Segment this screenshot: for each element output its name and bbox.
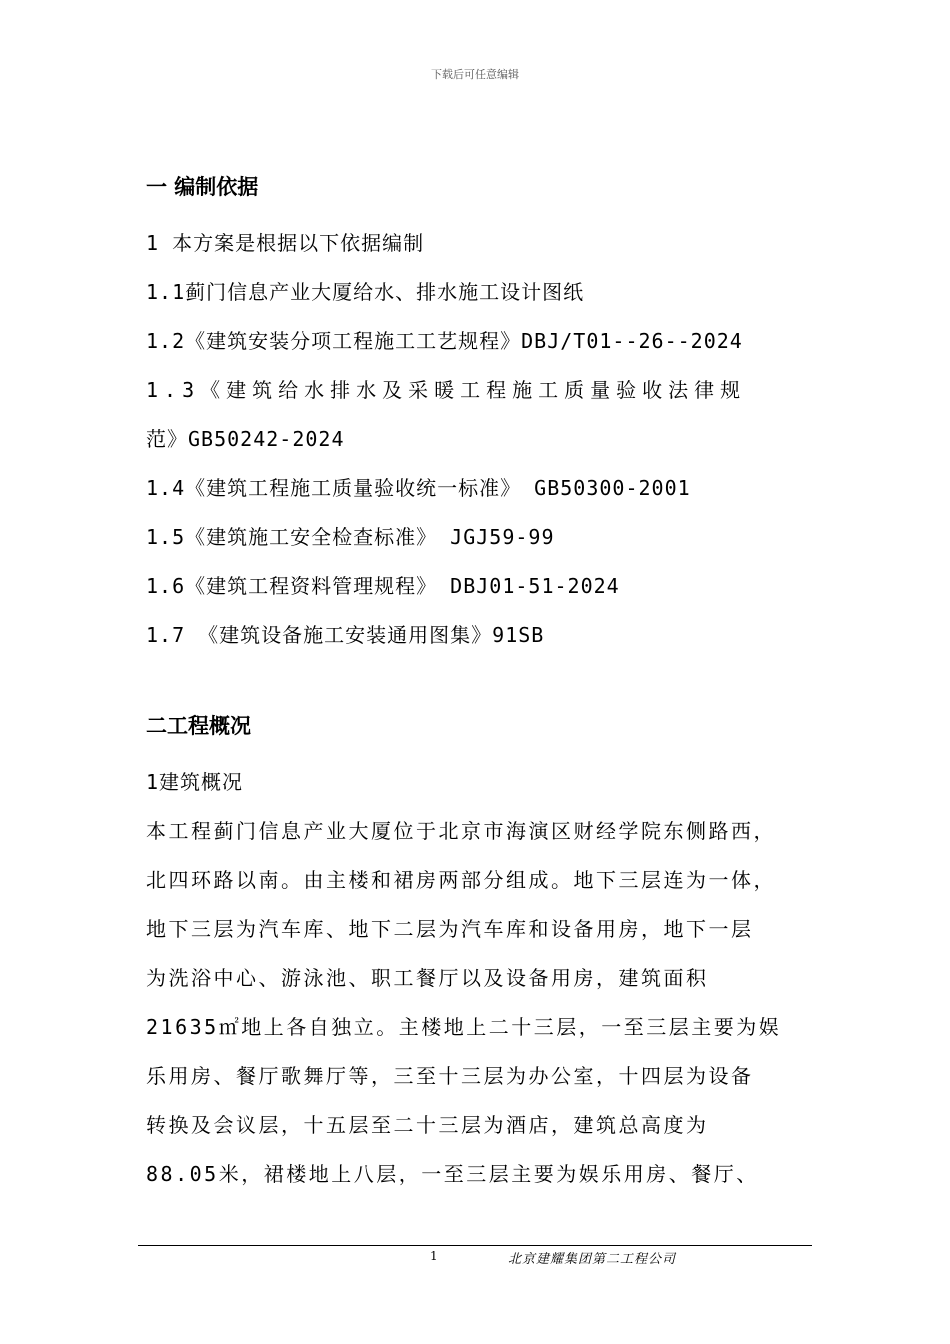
footer-company-name: 北京建耀集团第二工程公司 [508,1252,677,1267]
footer-divider [138,1245,812,1246]
basis-item-1-5: 1.5《建筑施工安全检查标准》 JGJ59-99 [146,525,555,549]
basis-item-1-4: 1.4《建筑工程施工质量验收统一标准》 GB50300-2001 [146,476,691,500]
section-1-heading: 一 编制依据 [146,175,259,199]
section-2-heading: 二工程概况 [146,714,251,738]
paragraph-line: 北四环路以南。由主楼和裙房两部分组成。地下三层连为一体， [146,868,776,892]
project-overview-paragraph [146,807,826,1199]
paragraph-line: 转换及会议层，十五层至二十三层为酒店，建筑总高度为 [146,1113,709,1137]
header-note: 下载后可任意编辑 [431,68,519,81]
page-number: 1 [430,1249,438,1263]
section-2-subtitle: 1建筑概况 [146,770,244,794]
basis-item-1-2: 1.2《建筑安装分项工程施工工艺规程》DBJ/T01--26--2024 [146,329,743,353]
basis-item-1-6: 1.6《建筑工程资料管理规程》 DBJ01-51-2024 [146,574,620,598]
paragraph-line: 88.05米，裙楼地上八层，一至三层主要为娱乐用房、餐厅、 [146,1162,759,1186]
basis-item-1-3-continued: 范》GB50242-2024 [146,427,345,451]
document-body [146,170,826,1199]
paragraph-line: 本工程蓟门信息产业大厦位于北京市海演区财经学院东侧路西， [146,819,776,843]
basis-item-1-3: 1.3《建筑给水排水及采暖工程施工质量验收法律规 [146,378,747,402]
basis-item-1-1: 1.1蓟门信息产业大厦给水、排水施工设计图纸 [146,280,585,304]
paragraph-line: 乐用房、餐厅歌舞厅等，三至十三层为办公室，十四层为设备 [146,1064,754,1088]
paragraph-line: 地下三层为汽车库、地下二层为汽车库和设备用房，地下一层 [146,917,754,941]
basis-item-1: 1 本方案是根据以下依据编制 [146,231,425,255]
basis-item-1-7: 1.7 《建筑设备施工安装通用图集》91SB [146,623,545,647]
paragraph-line: 为洗浴中心、游泳池、职工餐厅以及设备用房，建筑面积 [146,966,709,990]
paragraph-line: 21635㎡地上各自独立。主楼地上二十三层，一至三层主要为娱 [146,1015,782,1039]
